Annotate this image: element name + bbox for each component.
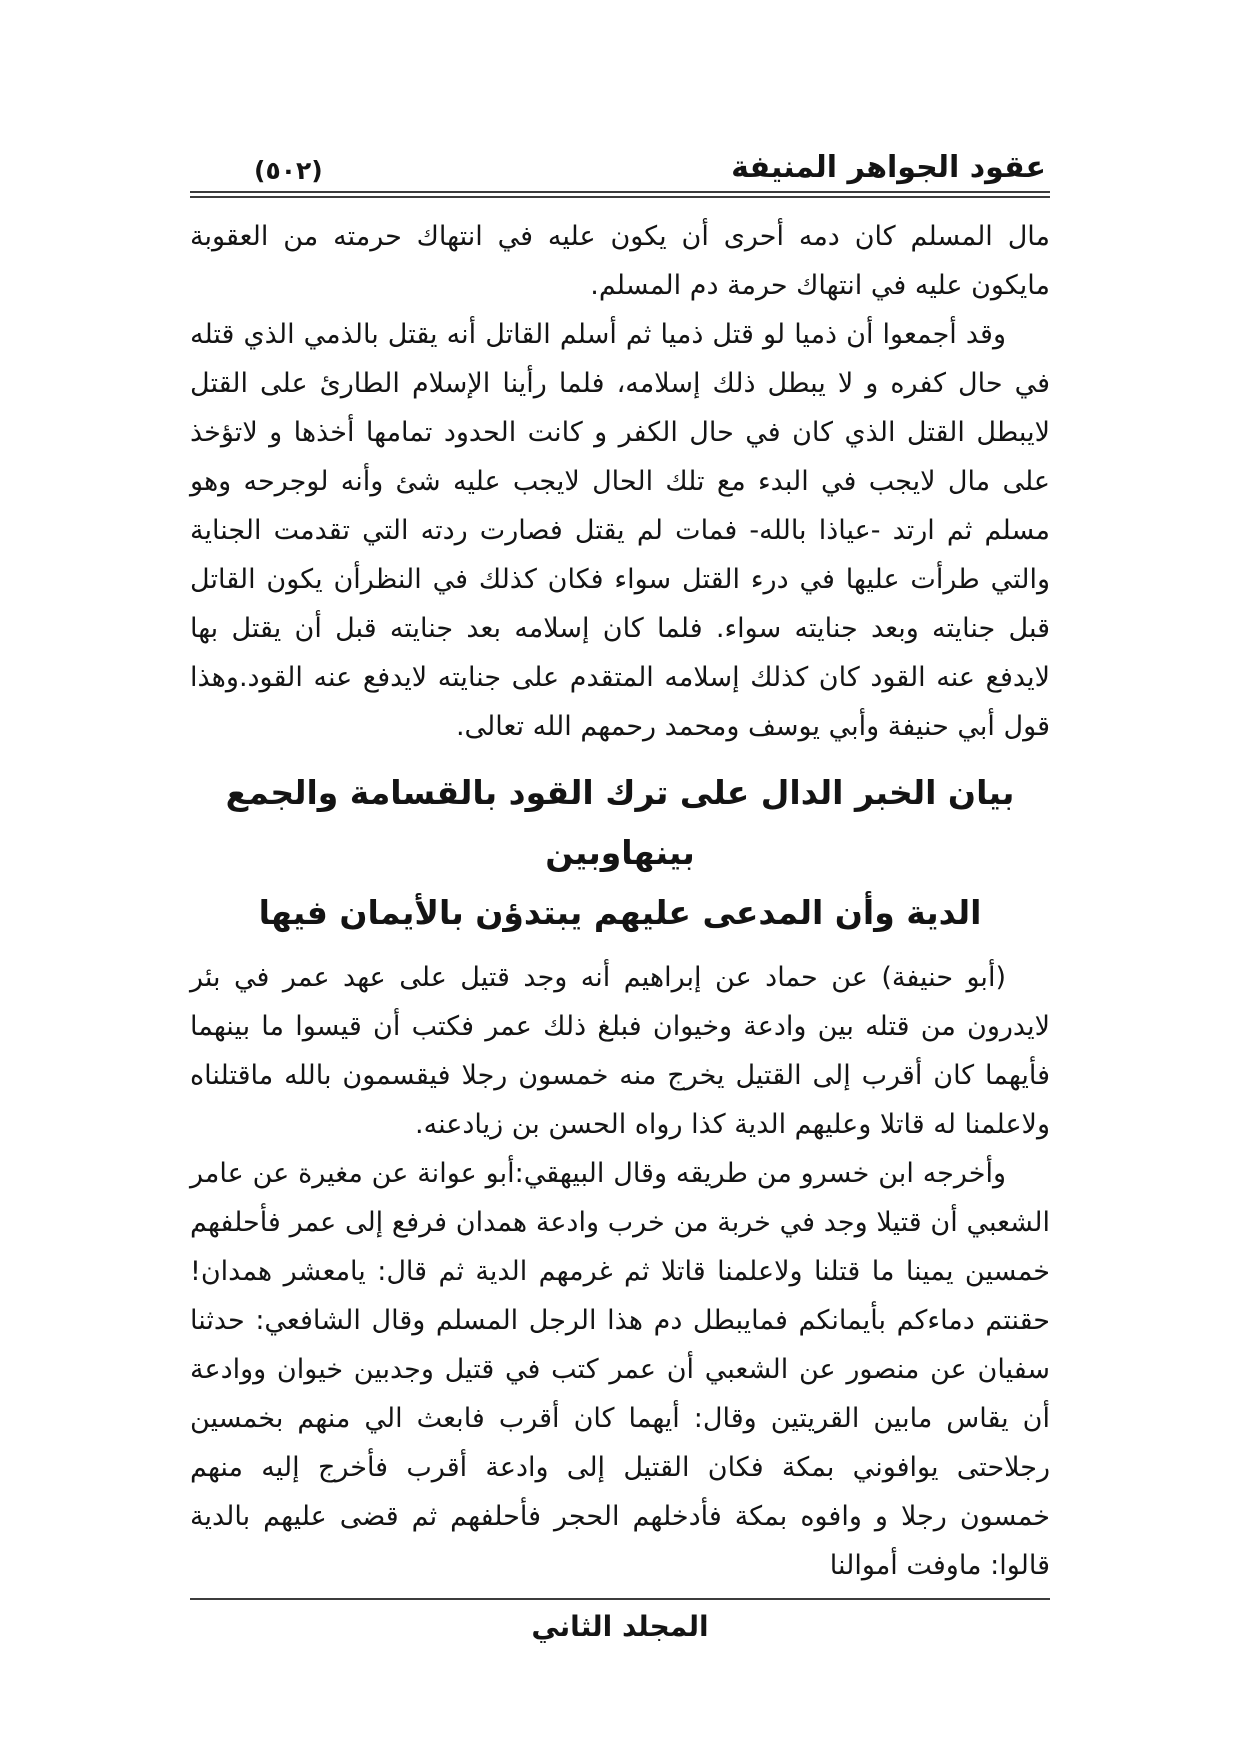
page-header [190,150,1050,191]
section-heading-line-2: الدية وأن المدعى عليهم يبتدؤن بالأيمان فيها [258,893,982,932]
paragraph: وقد أجمعوا أن ذميا لو قتل ذميا ثم أسلم القاتل أنه يقتل بالذمي الذي قتله في حال كفره و لا يبطل ذلك إسلامه، فلما رأينا الإسلام الطارئ على القتل لايبطل القتل الذي كان في حال الكفر و كانت الحدود تمامها أخذها و لاتؤخذ على مال لايجب في البدء مع تلك الحال لايجب عليه شئ وأنه لوجرحه وهو مسلم ثم ارتد -عياذا بالله- فمات لم يقتل فصارت ردته التي تقدمت الجناية والتي طرأت عليها في درء القتل سواء فكان كذلك في النظرأن يكون القاتل قبل جنايته وبعد جنايته سواء. فلما كان إسلامه بعد جنايته قبل أن يقتل بها لايدفع عنه القود كان كذلك إسلامه المتقدم على جنايته لايدفع عنه القود.وهذا قول أبي حنيفة وأبي يوسف ومحمد رحمهم الله تعالى. [190,319,1050,742]
body-text [190,212,1050,1590]
header-double-rule [190,191,1050,198]
volume-label: المجلد الثاني [531,1610,709,1643]
section-heading [190,763,1050,943]
paragraph: (أبو حنيفة) عن حماد عن إبراهيم أنه وجد قتيل على عهد عمر في بئر لايدرون من قتله بين وادعة وخيوان فبلغ ذلك عمر فكتب أن قيسوا ما بينهما فأيهما كان أقرب إلى القتيل يخرج منه خمسون رجلا فيقسمون بالله ماقتلناه ولاعلمنا له قاتلا وعليهم الدية كذا رواه الحسن بن زيادعنه. [190,962,1050,1140]
paragraph: وأخرجه ابن خسرو من طريقه وقال البيهقي:أبو عوانة عن مغيرة عن عامر الشعبي أن قتيلا وجد في خربة من خرب وادعة همدان فرفع إلى عمر فأحلفهم خمسين يمينا ما قتلنا ولاعلمنا قاتلا ثم غرمهم الدية ثم قال: يامعشر همدان! حقنتم دماءكم بأيمانكم فمايبطل دم هذا الرجل المسلم وقال الشافعي: حدثنا سفيان عن منصور عن الشعبي أن عمر كتب في قتيل وجدبين خيوان ووادعة أن يقاس مابين القريتين وقال: أيهما كان أقرب فابعث الي منهم بخمسين رجلاحتى يوافوني بمكة فكان القتيل إلى وادعة أقرب فأخرج إليه منهم خمسون رجلا و وافوه بمكة فأدخلهم الحجر فأحلفهم ثم قضى عليهم بالدية قالوا: ماوفت أموالنا [190,1158,1050,1581]
page-number: (٥٠٢) [254,156,323,185]
paragraph: مال المسلم كان دمه أحرى أن يكون عليه في انتهاك حرمته من العقوبة مايكون عليه في انتهاك حرمة دم المسلم. [190,221,1050,301]
page-footer [190,1598,1050,1643]
footer-rule [190,1598,1050,1600]
section-heading-line-1: بيان الخبر الدال على ترك القود بالقسامة والجمع بينهاوبين [225,773,1015,872]
book-title: عقود الجواهر المنيفة [731,150,1046,185]
